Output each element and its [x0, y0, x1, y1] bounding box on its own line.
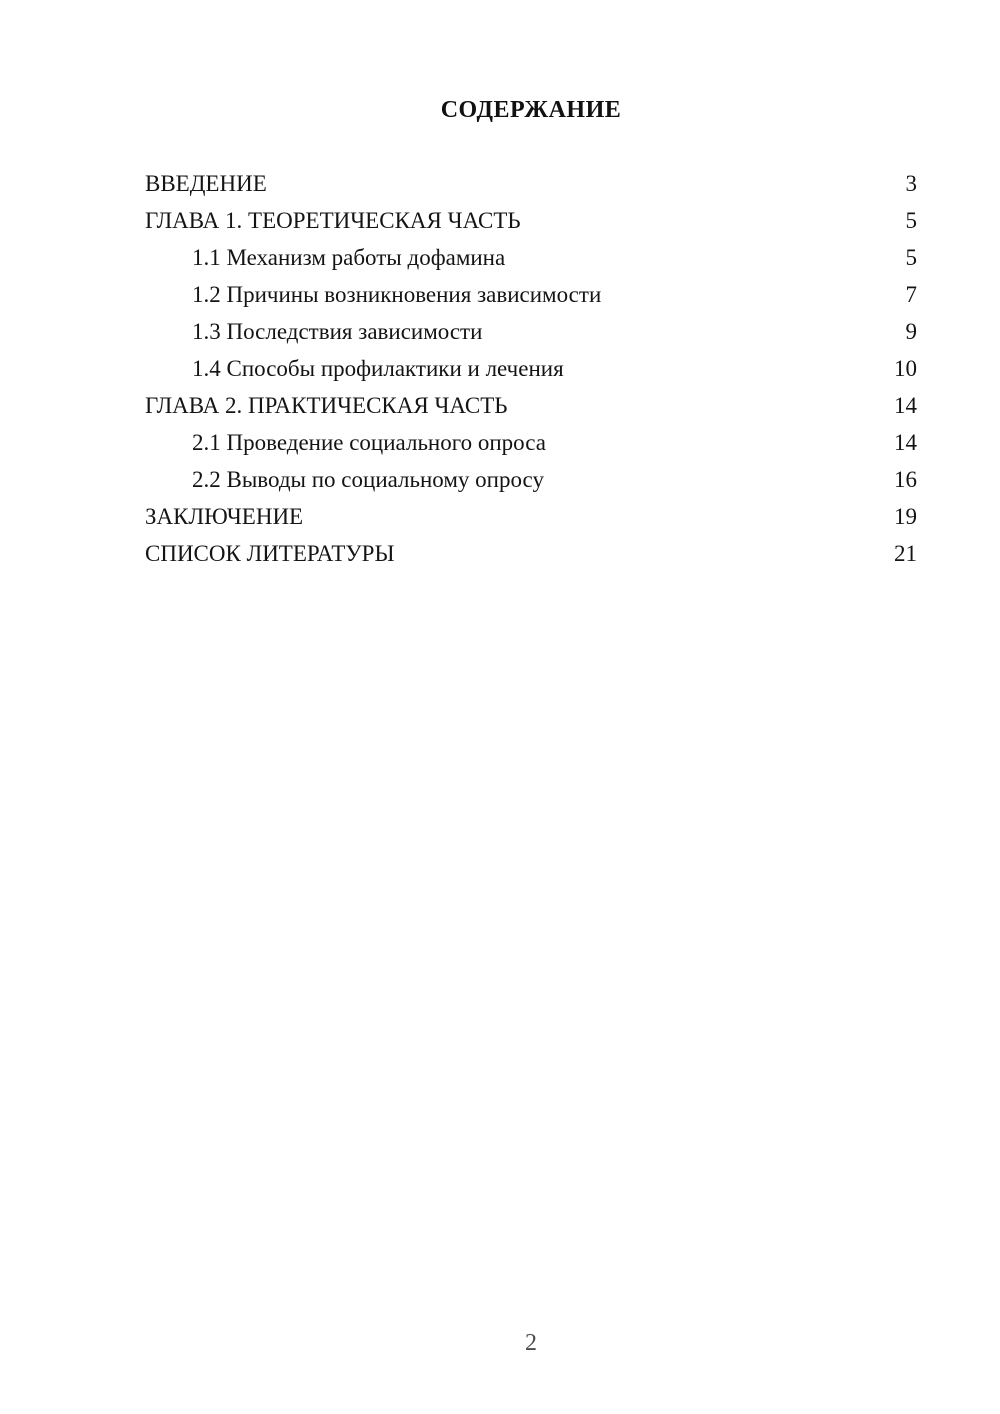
toc-entry	[145, 276, 917, 313]
toc-entry	[145, 165, 917, 202]
toc-entry-label: ГЛАВА 2. ПРАКТИЧЕСКАЯ ЧАСТЬ	[145, 393, 508, 418]
toc-entry-label: 1.2 Причины возникновения зависимости	[192, 282, 602, 307]
toc-entry-page: 5	[905, 245, 917, 270]
toc-entry	[145, 498, 917, 535]
toc-entry-label: 1.1 Механизм работы дофамина	[192, 245, 506, 270]
toc-entry-page: 5	[905, 208, 917, 233]
table-of-contents	[145, 165, 917, 572]
toc-entry	[145, 313, 917, 350]
toc-entry-page: 19	[894, 504, 917, 529]
toc-entry-page: 10	[894, 356, 917, 381]
toc-entry-page: 3	[905, 171, 917, 196]
toc-entry-page: 16	[894, 467, 917, 492]
toc-entry-label: ЗАКЛЮЧЕНИЕ	[145, 504, 304, 529]
toc-entry-page: 7	[905, 282, 917, 307]
toc-entry-label: ГЛАВА 1. ТЕОРЕТИЧЕСКАЯ ЧАСТЬ	[145, 208, 521, 233]
toc-entry-page: 9	[905, 319, 917, 344]
toc-entry	[145, 535, 917, 572]
toc-entry-page: 14	[894, 393, 917, 418]
toc-entry-label: СПИСОК ЛИТЕРАТУРЫ	[145, 541, 395, 566]
toc-entry-page: 14	[894, 430, 917, 455]
toc-entry	[145, 350, 917, 387]
toc-entry-label: 1.4 Способы профилактики и лечения	[192, 356, 564, 381]
toc-entry	[145, 387, 917, 424]
page-title: СОДЕРЖАНИЕ	[440, 97, 622, 123]
toc-entry-page: 21	[894, 541, 917, 566]
toc-entry-label: ВВЕДЕНИЕ	[145, 171, 267, 196]
toc-entry-label: 1.3 Последствия зависимости	[192, 319, 483, 344]
toc-entry	[145, 424, 917, 461]
page-number: 2	[525, 1330, 537, 1356]
toc-entry-label: 2.1 Проведение социального опроса	[192, 430, 546, 455]
toc-entry-label: 2.2 Выводы по социальному опросу	[192, 467, 544, 492]
toc-entry	[145, 239, 917, 276]
toc-entry	[145, 461, 917, 498]
toc-entry	[145, 202, 917, 239]
